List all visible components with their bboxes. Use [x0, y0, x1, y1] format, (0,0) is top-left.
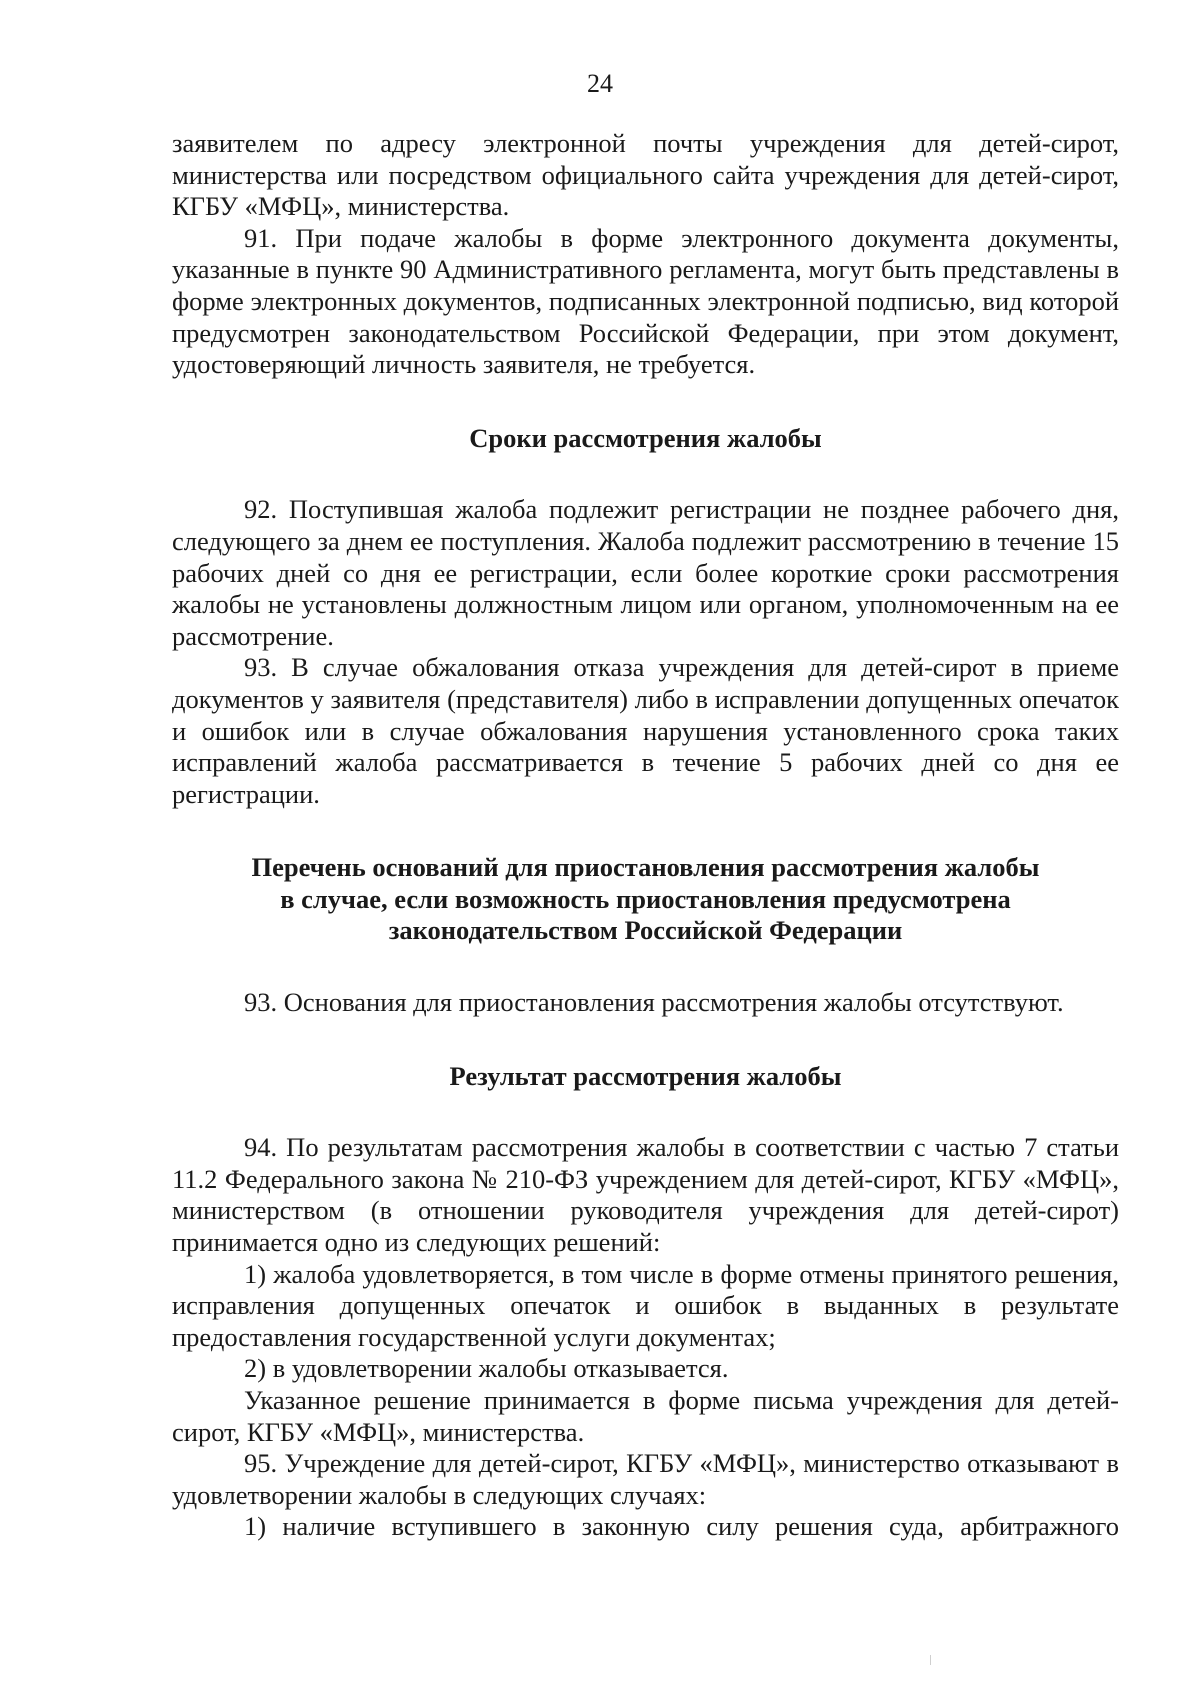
paragraph-decision-form: Указанное решение принимается в форме письма учреждения для детей-сирот, КГБУ «МФЦ», министерства. [172, 1385, 1119, 1447]
list-item-2: 2) в удовлетворении жалобы отказывается. [244, 1353, 729, 1384]
heading-line: Перечень оснований для приостановления рассмотрения жалобы [251, 852, 1040, 883]
paragraph-93-complaint-term: 93. В случае обжалования отказа учреждения для детей-сирот в приеме документов у заявителя (представителя) либо в исправлении допущенных опечаток и ошибок или в случае обжалования нарушения установленного срока таких исправлений жалоба рассматривается в течение 5 рабочих дней со дня ее регистрации. [172, 652, 1119, 809]
scan-mark [930, 1655, 931, 1665]
heading-line: в случае, если возможность приостановления предусмотрена [280, 883, 1011, 914]
heading-line: законодательством Российской Федерации [388, 915, 903, 946]
section-heading-result: Результат рассмотрения жалобы [449, 1060, 842, 1091]
list-item-1: 1) жалоба удовлетворяется, в том числе в форме отмены принятого решения, исправления допущенных опечаток и ошибок в выданных в результате предоставления государственной услуги документах; [172, 1258, 1119, 1352]
paragraph-95: 95. Учреждение для детей-сирот, КГБУ «МФЦ», министерство отказывают в удовлетворении жалобы в следующих случаях: [172, 1448, 1119, 1510]
paragraph-94: 94. По результатам рассмотрения жалобы в соответствии с частью 7 статьи 11.2 Федерального закона № 210-ФЗ учреждением для детей-сирот, КГБУ «МФЦ», министерством (в отношении руководителя учреждения для детей-сирот) принимается одно из следующих решений: [172, 1132, 1119, 1258]
page-number: 24 [587, 69, 613, 98]
section-heading-perechen [172, 852, 1119, 947]
paragraph-92: 92. Поступившая жалоба подлежит регистрации не позднее рабочего дня, следующего за днем ее поступления. Жалоба подлежит рассмотрению в течение 15 рабочих дней со дня ее регистрации, если более короткие сроки рассмотрения жалобы не установлены должностным лицом или органом, уполномоченным на ее рассмотрение. [172, 494, 1119, 651]
paragraph-continuation: заявителем по адресу электронной почты учреждения для детей-сирот, министерства или посредством официального сайта учреждения для детей-сирот, КГБУ «МФЦ», министерства. [172, 128, 1119, 222]
paragraph-93-grounds: 93. Основания для приостановления рассмотрения жалобы отсутствуют. [244, 987, 1064, 1018]
section-heading-sroki: Сроки рассмотрения жалобы [469, 422, 822, 453]
list-item-1-refusal: 1) наличие вступившего в законную силу решения суда, арбитражного [244, 1511, 1119, 1542]
paragraph-91: 91. При подаче жалобы в форме электронного документа документы, указанные в пункте 90 Административного регламента, могут быть представлены в форме электронных документов, подписанных электронной подписью, вид которой предусмотрен законодательством Российской Федерации, при этом документ, удостоверяющий личность заявителя, не требуется. [172, 222, 1119, 380]
document-body [172, 128, 1119, 1543]
